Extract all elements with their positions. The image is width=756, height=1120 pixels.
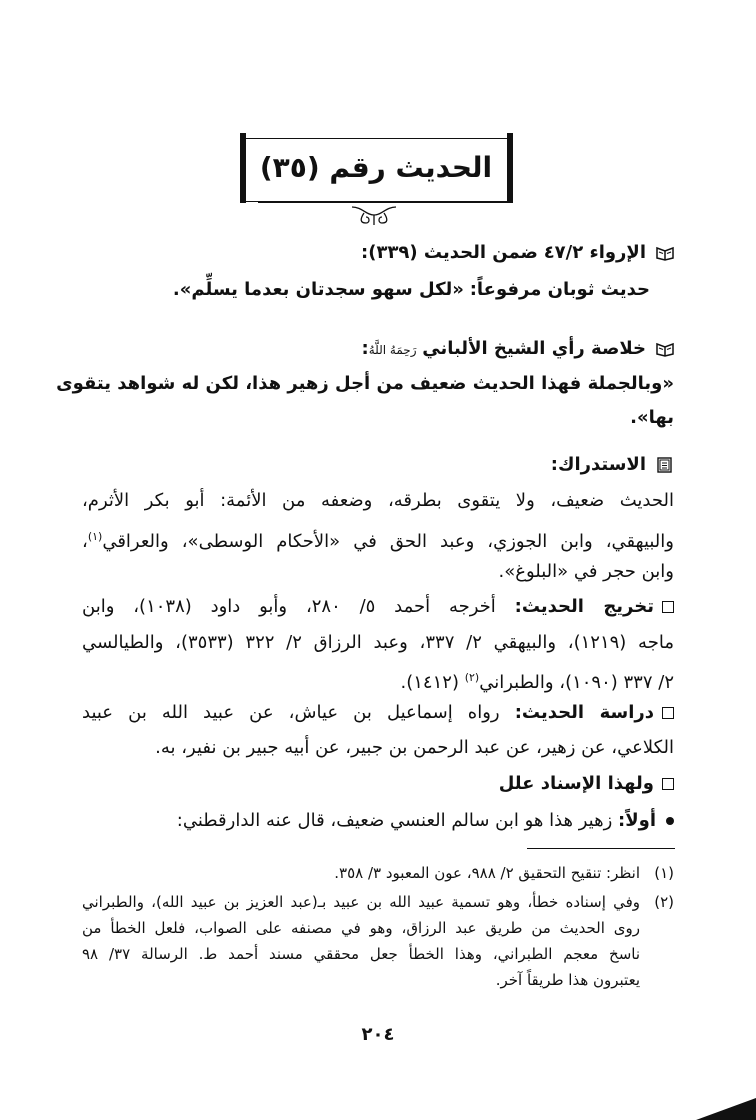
dirasa-text-1: رواه إسماعيل بن عياش، عن عبيد الله بن عبيد bbox=[82, 702, 500, 723]
istidrak-text-2-end: ، bbox=[82, 531, 88, 552]
dirasa-label: دراسة الحديث: bbox=[514, 702, 654, 723]
istidrak-label: الاستدراك: bbox=[550, 454, 646, 475]
book-bullet-icon bbox=[656, 341, 674, 357]
irwa-line bbox=[361, 240, 674, 266]
istidrak-text-1: الحديث ضعيف، ولا يتقوى بطرقه، وضعفه من الأئمة: أبو بكر الأثرم، bbox=[82, 490, 674, 511]
footnote-ref-1: (١) bbox=[87, 530, 103, 543]
albani-heading: خلاصة رأي الشيخ الألباني رَحِمَهُ اللَّهُ: bbox=[362, 336, 675, 363]
albani-text-1: «وبالجملة فهذا الحديث ضعيف من أجل زهير هذا، لكن له شواهد يتقوى bbox=[56, 373, 674, 394]
awwalan-text: زهير هذا هو ابن سالم العنسي ضعيف، قال عنه الدارقطني: bbox=[176, 810, 613, 831]
takhrij-text-2: ماجه (١٢١٩)، والبيهقي ٢/ ٣٣٧، وعبد الرزاق ٢/ ٣٢٢ (٣٥٣٣)، والطيالسي bbox=[82, 632, 674, 653]
takhrij-text-3b: (١٤١٢). bbox=[400, 672, 459, 693]
footnote-text: وفي إسناده خطأ، وهو تسمية عبيد الله بن عبيد بـ(عبد العزيز بن عبيد الله)، والطبراني bbox=[82, 893, 640, 911]
title-box bbox=[243, 138, 509, 202]
istidrak-heading bbox=[551, 452, 674, 478]
dirasa-text-2: الكلاعي، عن زهير، عن عبد الرحمن بن جبير، عن أبيه جبير بن نفير، به. bbox=[155, 737, 674, 758]
takhrij-label: تخريج الحديث: bbox=[514, 596, 654, 617]
istidrak-text-2-body: والبيهقي، وابن الجوزي، وعبد الحق في «الأحكام الوسطى»، والعراقي bbox=[102, 531, 674, 552]
footnote-1 bbox=[334, 862, 674, 884]
footnote-2-line-2: روى الحديث من طريق عبد الرزاق، وهو في مصنفه على الصواب، فلعل الخطأ من bbox=[82, 919, 640, 937]
istidrak-text-3: وابن حجر في «البلوغ». bbox=[498, 561, 674, 582]
illal-label: ولهذا الإسناد علل bbox=[498, 773, 654, 794]
awwalan-label: أولاً: bbox=[618, 810, 656, 831]
hadith-label: حديث ثوبان مرفوعاً: bbox=[469, 279, 650, 300]
takhrij-text-3a: ٢/ ٣٣٧ (١٠٩٠)، والطبراني bbox=[479, 672, 674, 693]
albani-label: خلاصة رأي الشيخ الألباني bbox=[422, 338, 646, 359]
hadith-line bbox=[173, 277, 650, 303]
irwa-text: ضمن الحديث (٣٣٩): bbox=[361, 242, 538, 263]
illal-heading bbox=[499, 771, 674, 797]
footnote-text: انظر: تنقيح التحقيق ٢/ ٩٨٨، عون المعبود ٣/ ٣٥٨. bbox=[334, 864, 640, 882]
ornament-icon bbox=[348, 203, 400, 227]
awwalan-line bbox=[177, 808, 674, 834]
book-bullet-icon bbox=[656, 245, 674, 261]
page-number: ٢٠٤ bbox=[361, 1024, 395, 1045]
hadith-text: «لكل سهو سجدتان بعدما يسلِّم». bbox=[172, 279, 464, 300]
page-corner-shadow bbox=[696, 1090, 756, 1120]
dirasa-line-1 bbox=[82, 700, 674, 726]
footnote-number: (١) bbox=[654, 864, 674, 882]
document-bullet-icon bbox=[656, 457, 674, 473]
albani-text-2: بها». bbox=[630, 407, 674, 428]
hadith-title: الحديث رقم (٣٥) bbox=[259, 151, 493, 184]
footnote-rule bbox=[527, 848, 675, 849]
dot-bullet-icon bbox=[666, 817, 674, 825]
takhrij-line-1 bbox=[82, 594, 674, 620]
square-bullet-icon bbox=[662, 778, 674, 790]
footnote-number: (٢) bbox=[654, 893, 674, 911]
istidrak-text-2 bbox=[82, 524, 674, 555]
albani-honorific: رَحِمَهُ اللَّهُ bbox=[368, 343, 417, 357]
footnote-ref-2: (٢) bbox=[464, 671, 480, 684]
footnote-2-line-4: يعتبرون هذا طريقاً آخر. bbox=[495, 971, 640, 989]
irwa-label: الإرواء ٤٧/٢ bbox=[543, 242, 646, 263]
square-bullet-icon bbox=[662, 601, 674, 613]
footnote-2-line-1 bbox=[82, 891, 674, 913]
footnote-2-line-3: ناسخ معجم الطبراني، وهذا الخطأ جعل محققي مسند أحمد ط. الرسالة ٣٧/ ٩٨ bbox=[82, 945, 641, 963]
takhrij-text-1: أخرجه أحمد ٥/ ٢٨٠، وأبو داود (١٠٣٨)، وابن bbox=[82, 596, 496, 617]
square-bullet-icon bbox=[662, 707, 674, 719]
takhrij-line-3 bbox=[401, 665, 674, 696]
